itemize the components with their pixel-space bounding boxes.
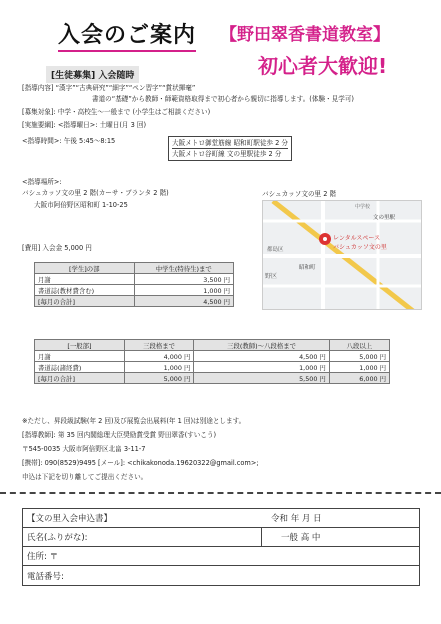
table-header: 三段格まで xyxy=(124,340,194,351)
map-graphic xyxy=(263,201,422,310)
cell: 月謝 xyxy=(35,274,135,285)
map-label-area: 野区 xyxy=(265,273,278,280)
note-exam-fee: ※ただし、昇段級試験(年 2 回)及び展覧会出展料(年 1 回)は別途とします。 xyxy=(22,417,246,425)
venue-name: バシュカッソ文の里 2 階(カーサ・ブランタ 2 階) xyxy=(22,189,169,197)
cell: 5,000 円 xyxy=(329,351,389,362)
content-line1: [指導内容] “漢字”“古典研究”“細字”“ペン習字”“賞状揮毫” xyxy=(22,84,196,92)
venue-label: <指導場所>: xyxy=(22,178,62,186)
school-name: 【野田翠香書道教室】 xyxy=(220,25,390,45)
form-header-row xyxy=(23,509,419,528)
name-field[interactable]: 氏名(ふりがな): xyxy=(27,533,88,543)
access-line1: 大阪メトロ御堂筋線 昭和町駅徒歩 2 分 xyxy=(172,139,288,147)
table-header: [一般部] xyxy=(35,340,125,351)
cell: 4,000 円 xyxy=(124,351,194,362)
map-label-station2: 昭和町 xyxy=(299,265,316,271)
category-field[interactable]: 一般 高 中 xyxy=(281,533,321,543)
map-label-venue1: レンタルスペース xyxy=(333,235,381,242)
page-title: 入会のご案内 xyxy=(58,18,196,52)
cell: 5,000 円 xyxy=(124,373,194,384)
phone-field[interactable]: 電話番号: xyxy=(27,571,64,582)
table-row xyxy=(35,373,390,384)
table-row xyxy=(35,362,390,373)
schedule-line: [実施要綱]: <指導曜日>: 土曜日(月 3 回) xyxy=(22,121,147,129)
form-phone-row xyxy=(23,566,419,585)
note-address: 〒545-0035 大阪市阿倍野区北畠 3-11-7 xyxy=(22,445,146,453)
cell: [毎月の合計] xyxy=(35,373,125,384)
table-header: 中学生(特待生)まで xyxy=(134,263,234,274)
welcome-banner: 初心者大歓迎! xyxy=(258,54,388,78)
cell: 5,500 円 xyxy=(194,373,329,384)
form-date-field[interactable]: 令和 年 月 日 xyxy=(271,514,322,524)
note-teacher: [指導教師]: 第 35 回内閣総理大臣奨励賞受賞 野田翠香(すいこう) xyxy=(22,431,217,439)
cell: 1,000 円 xyxy=(134,285,234,296)
time-line: <指導時間>: 午後 5:45～8:15 xyxy=(22,137,116,145)
content-line2: 書道の“基礎”から教師・師範資格取得まで初心者から親切に指導します。(体験・見学可) xyxy=(92,95,355,103)
table-row xyxy=(35,285,234,296)
cell: 1,000 円 xyxy=(194,362,329,373)
recruit-heading: [生徒募集] 入会随時 xyxy=(46,66,139,83)
form-address-row xyxy=(23,547,419,566)
map-label-school: 中学校 xyxy=(355,204,371,210)
cell: 月謝 xyxy=(35,351,125,362)
student-fee-table xyxy=(34,262,234,307)
cell: 6,000 円 xyxy=(329,373,389,384)
cell: 4,500 円 xyxy=(134,296,234,307)
address-field[interactable]: 住所: 〒 xyxy=(27,552,59,562)
target-line: [募集対象]: 中学・高校生～一般まで (小学生はご相談ください) xyxy=(22,108,211,116)
table-row xyxy=(35,296,234,307)
map[interactable] xyxy=(262,200,422,310)
access-line2: 大阪メトロ谷町線 文の里駅徒歩 2 分 xyxy=(172,150,282,158)
table-row xyxy=(35,274,234,285)
cell: 1,000 円 xyxy=(124,362,194,373)
fee-title: [費用] 入会金 5,000 円 xyxy=(22,244,92,252)
cut-line xyxy=(0,492,441,494)
cell: [毎月の合計] xyxy=(35,296,135,307)
map-label-station1: 文の里駅 xyxy=(373,215,396,221)
divider xyxy=(261,528,262,546)
access-box xyxy=(168,136,292,161)
note-contact: [携帯]: 090(8529)9495 [メール]: <chikakonoda.19620322@gmail.com>; xyxy=(22,459,259,467)
application-form xyxy=(22,508,420,586)
map-label-venue2: バシュカッソ文の里 xyxy=(333,244,387,251)
cell: 書道誌(教材費含む) xyxy=(35,285,135,296)
cell: 3,500 円 xyxy=(134,274,234,285)
table-header: [学生]の部 xyxy=(35,263,135,274)
table-header: 八段以上 xyxy=(329,340,389,351)
cell: 1,000 円 xyxy=(329,362,389,373)
map-caption: バシュカッソ文の里 2 階 xyxy=(262,190,337,198)
general-fee-table xyxy=(34,339,390,384)
cell: 書道誌(諸経費) xyxy=(35,362,125,373)
map-label-ward: 都島区 xyxy=(267,247,284,253)
table-header: 三段(教師)～八段格まで xyxy=(194,340,329,351)
form-name-row xyxy=(23,528,419,547)
note-submit: 申込は下記を切り離してご提出ください。 xyxy=(22,473,148,481)
form-title: 【文の里入会申込書】 xyxy=(27,514,113,524)
venue-address: 大阪市阿倍野区昭和町 1-10-25 xyxy=(34,201,128,209)
table-row xyxy=(35,351,390,362)
cell: 4,500 円 xyxy=(194,351,329,362)
